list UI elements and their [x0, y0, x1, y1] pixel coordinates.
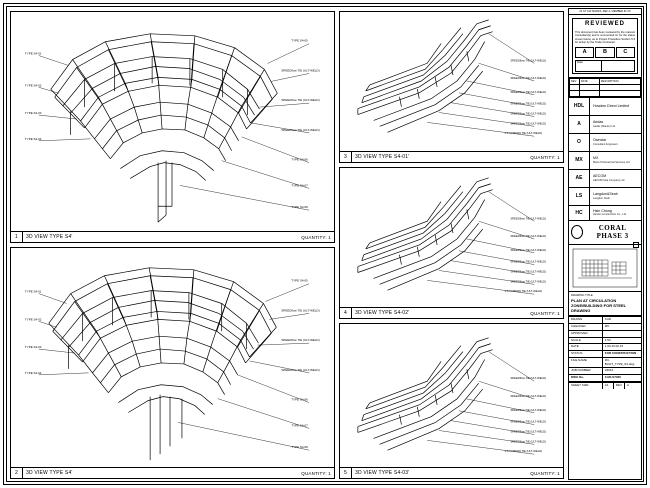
- svg-text:TYPE S4-07: TYPE S4-07: [291, 423, 308, 428]
- drawn-value: CAD: [604, 317, 612, 322]
- langdon-seah-logo-icon: LS: [569, 188, 590, 205]
- svg-text:SPEEDflow TIE (ULT-WELD): SPEEDflow TIE (ULT-WELD): [510, 430, 547, 434]
- svg-text:1 A TYPE900 TIE (ULT-WELD): 1 A TYPE900 TIE (ULT-WELD): [504, 450, 543, 454]
- svg-text:TYPE S4-01: TYPE S4-01: [24, 51, 42, 56]
- checked-label: CHECKED: [569, 324, 603, 330]
- consultant-name-aecom: AECOM: [593, 174, 607, 179]
- panel-4-title: [340, 307, 563, 318]
- drawing-title-label: DRAWING TITLE: [571, 293, 593, 298]
- panel-4-scale: QUANTITY: 1: [530, 310, 560, 316]
- revision-row-2-date: [579, 90, 599, 96]
- row-file: [569, 357, 641, 368]
- revision-row-2-desc: [599, 90, 640, 96]
- svg-text:TYPE S4-07: TYPE S4-07: [291, 183, 308, 188]
- revision-row-2-rev: [570, 90, 580, 96]
- drawing-title: PLAN AT CIRCULATION ZONE/BUILDING FOR STEEL DRAWING: [571, 297, 627, 314]
- svg-text:SPEEDflow TIE (ULT-WELD): SPEEDflow TIE (ULT-WELD): [281, 308, 320, 313]
- consultant-name-mx: MX: [593, 156, 599, 161]
- row-sheet-rev: [569, 382, 641, 389]
- hsin-chong-logo-icon: HC: [569, 206, 590, 220]
- review-stamp-box: [572, 18, 638, 74]
- viewport-panel-5[interactable]: [339, 323, 564, 479]
- svg-text:TYPE S4-08: TYPE S4-08: [291, 445, 308, 450]
- svg-text:SPEEDflow TIE (ULT-WELD): SPEEDflow TIE (ULT-WELD): [510, 420, 547, 424]
- consultant-row-aedas: [569, 116, 641, 134]
- consultant-row-mx: [569, 152, 641, 170]
- sheet-size-label: SHEET SIZE: [569, 383, 603, 389]
- consultant-sub-aecom: AECOM Asia Company Ltd.: [593, 178, 626, 182]
- row-drawn: [569, 316, 641, 323]
- project-name: CORAL PHASE 3: [596, 223, 629, 241]
- svg-text:SPEEDflow TIE (ULT-WELD): SPEEDflow TIE (ULT-WELD): [510, 102, 547, 106]
- consultant-sub-ownstar: Consultant Engineers: [593, 142, 618, 146]
- key-plan[interactable]: [569, 245, 641, 292]
- consultant-sub-ls: Langdon Seah: [593, 196, 610, 200]
- panel-2-title: [11, 467, 334, 478]
- panel-4-label: 3D VIEW TYPE S4-02': [355, 310, 410, 316]
- consultant-name-hdl: Howden Direct Limited: [593, 103, 630, 108]
- key-plan-graphic: [572, 248, 638, 288]
- review-stamp-body: This document has been reviewed by the relevant Consultant(s) and is commented on for the status shown below, as to Project Procedure Section 5.4 for action by the Trade Contractor.: [575, 30, 635, 45]
- panel-1-drawing: [11, 12, 334, 231]
- svg-text:SPEEDflow TIE (ULT-WELD): SPEEDflow TIE (ULT-WELD): [281, 127, 320, 132]
- svg-text:TYPE S4-03: TYPE S4-03: [24, 111, 42, 116]
- ownstar-logo-icon: O: [569, 134, 590, 151]
- row-dwg-no: [569, 374, 641, 382]
- consultant-name-ls: Langdon&Seah: [593, 192, 618, 197]
- consultant-row-ownstar: [569, 134, 641, 152]
- rev-value: A: [627, 382, 630, 387]
- svg-text:SPEEDflow TIE (ULT-WELD): SPEEDflow TIE (ULT-WELD): [510, 270, 547, 274]
- row-status: [569, 350, 641, 357]
- approvals-grid: [569, 316, 641, 388]
- mx-logo-icon: MX: [569, 152, 590, 169]
- svg-text:TYPE S4-08: TYPE S4-08: [291, 205, 308, 210]
- svg-text:SPEEDflow TIE (ULT-WELD): SPEEDflow TIE (ULT-WELD): [281, 338, 320, 343]
- svg-text:SPEEDflow TIE (ULT-WELD): SPEEDflow TIE (ULT-WELD): [281, 68, 320, 73]
- consultant-list: [569, 98, 641, 221]
- title-block: [568, 8, 642, 480]
- approved-value: [603, 331, 641, 337]
- svg-text:TYPE S4-04: TYPE S4-04: [24, 370, 42, 375]
- panel-1-scale: QUANTITY: 1: [301, 234, 331, 240]
- svg-text:SPEEDflow TIE (ULT-WELD): SPEEDflow TIE (ULT-WELD): [510, 77, 547, 81]
- file-value: 3D-BUILT_TYPE_S4.dwg: [604, 357, 635, 366]
- revision-table: [569, 78, 641, 98]
- sheet-note: 01 ST 012 MARKS, REF A, MEMBER ID XX: [569, 9, 641, 15]
- row-scale: [569, 337, 641, 344]
- review-status-boxes: [575, 47, 635, 58]
- consultant-name-hsinchong: Hsin Chong: [593, 208, 612, 213]
- revision-header-date: DATE: [579, 78, 599, 84]
- viewport-panel-4[interactable]: [339, 167, 564, 319]
- revision-header-rev: REV: [570, 78, 580, 84]
- review-status-a[interactable]: A: [575, 47, 594, 58]
- sheet-size-value: A1: [604, 382, 609, 387]
- scale-label: SCALE: [569, 338, 603, 344]
- checked-value: MK: [604, 324, 610, 329]
- consultant-row-hsinchong: [569, 206, 641, 221]
- svg-text:TYPE S4-02: TYPE S4-02: [24, 317, 42, 322]
- panel-5-scale: QUANTITY: 1: [530, 470, 560, 476]
- review-stamp: [569, 15, 641, 78]
- svg-text:SPEEDflow TIE (ULT-WELD): SPEEDflow TIE (ULT-WELD): [510, 235, 547, 239]
- svg-text:TYPE S4-04: TYPE S4-04: [24, 136, 42, 141]
- svg-text:TYPE S4-02: TYPE S4-02: [24, 83, 42, 88]
- viewport-panel-2[interactable]: [10, 247, 335, 479]
- consultant-row-hdl: [569, 98, 641, 116]
- drawn-label: DRAWN: [569, 317, 603, 323]
- panel-5-drawing: [340, 324, 563, 467]
- panel-1-label: 3D VIEW TYPE S4': [26, 234, 73, 240]
- row-job: [569, 367, 641, 374]
- svg-text:1 A TYPE900 TIE (ULT-WELD): 1 A TYPE900 TIE (ULT-WELD): [504, 132, 543, 136]
- panel-5-label: 3D VIEW TYPE S4-03': [355, 470, 410, 476]
- project-logo-icon: [571, 225, 583, 239]
- svg-text:SPEEDflow TIE (ULT-WELD): SPEEDflow TIE (ULT-WELD): [510, 59, 547, 63]
- scale-value: 1:50: [604, 337, 611, 342]
- panel-1-title: [11, 231, 334, 242]
- panel-4-number: 4: [340, 308, 352, 318]
- consultant-sub-aedas: Aedas (Macao) Ltd.: [593, 124, 616, 128]
- panel-5-number: 5: [340, 468, 352, 478]
- revision-grid: [569, 78, 641, 97]
- review-date-field[interactable]: Date: [575, 60, 602, 72]
- panel-2-label: 3D VIEW TYPE S4': [26, 470, 73, 476]
- svg-text:TYPE S4-05: TYPE S4-05: [291, 38, 308, 43]
- row-date: [569, 343, 641, 350]
- svg-text:SPEEDflow TIE (ULT-WELD): SPEEDflow TIE (ULT-WELD): [510, 90, 547, 94]
- consultant-row-ls: [569, 188, 641, 206]
- viewport-panel-3[interactable]: [339, 11, 564, 163]
- svg-text:SPEEDflow TIE (ULT-WELD): SPEEDflow TIE (ULT-WELD): [281, 98, 320, 103]
- panel-3-scale: QUANTITY: 1: [530, 154, 560, 160]
- panel-4-drawing: [340, 168, 563, 307]
- panel-3-number: 3: [340, 152, 352, 162]
- svg-text:SPEEDflow TIE (ULT-WELD): SPEEDflow TIE (ULT-WELD): [510, 394, 547, 398]
- approved-label: APPROVED: [569, 331, 603, 337]
- panel-1-number: 1: [11, 232, 23, 242]
- svg-text:SPEEDflow TIE (ULT-WELD): SPEEDflow TIE (ULT-WELD): [510, 440, 547, 444]
- svg-text:TYPE S4-03: TYPE S4-03: [24, 345, 42, 350]
- aecom-logo-icon: AE: [569, 170, 590, 187]
- dwg-no-label: DWG No.: [569, 375, 603, 381]
- svg-text:SPEEDflow TIE (ULT-WELD): SPEEDflow TIE (ULT-WELD): [510, 217, 547, 221]
- project-name-bar: [569, 221, 641, 246]
- review-status-b[interactable]: B: [595, 47, 614, 58]
- svg-text:SPEEDflow TIE (ULT-WELD): SPEEDflow TIE (ULT-WELD): [281, 367, 320, 372]
- panel-2-drawing: [11, 248, 334, 467]
- job-label: JOB NUMBER: [569, 368, 603, 374]
- svg-text:TYPE S4-06: TYPE S4-06: [291, 157, 308, 162]
- viewport-panel-1[interactable]: [10, 11, 335, 243]
- review-sign-field[interactable]: [602, 60, 635, 72]
- aedas-logo-icon: A: [569, 116, 590, 133]
- svg-text:SPEEDflow TIE (ULT-WELD): SPEEDflow TIE (ULT-WELD): [510, 248, 547, 252]
- consultant-row-aecom: [569, 170, 641, 188]
- svg-text:SPEEDflow TIE (ULT-WELD): SPEEDflow TIE (ULT-WELD): [510, 408, 547, 412]
- rev-label: REV: [613, 383, 625, 389]
- svg-text:SPEEDflow TIE (ULT-WELD): SPEEDflow TIE (ULT-WELD): [510, 112, 547, 116]
- row-approved: [569, 330, 641, 337]
- svg-text:SPEEDflow TIE (ULT-WELD): SPEEDflow TIE (ULT-WELD): [510, 260, 547, 264]
- revision-header-desc: DESCRIPTION: [599, 78, 640, 84]
- panel-2-scale: QUANTITY: 1: [301, 470, 331, 476]
- consultant-name-aedas: Aedas: [593, 120, 604, 125]
- consultant-name-ownstar: Ownstar: [593, 138, 607, 143]
- consultant-sub-hsinchong: Hsinko Construction Co., Ltd.: [593, 213, 627, 217]
- panel-2-number: 2: [11, 468, 23, 478]
- panel-3-drawing: [340, 12, 563, 151]
- date-label: DATE: [569, 344, 603, 350]
- status-value: FOR CONSTRUCTION: [604, 351, 637, 356]
- panel-5-title: [340, 467, 563, 478]
- svg-text:TYPE S4-05: TYPE S4-05: [291, 278, 308, 283]
- panel-3-title: [340, 151, 563, 162]
- svg-text:SPEEDflow TIE (ULT-WELD): SPEEDflow TIE (ULT-WELD): [510, 122, 547, 126]
- job-value: 03044: [604, 368, 614, 373]
- row-checked: [569, 323, 641, 330]
- drawing-title-section: [569, 292, 641, 316]
- file-label: FILE NAME: [569, 358, 603, 368]
- date-value: 1.09.16.02.15: [604, 344, 624, 349]
- svg-text:TYPE S4-06: TYPE S4-06: [291, 397, 308, 402]
- svg-text:SPEEDflow TIE (ULT-WELD): SPEEDflow TIE (ULT-WELD): [510, 377, 547, 381]
- status-label: STATUS: [569, 351, 603, 357]
- consultant-sub-mx: Maria Professional Services Ltd.: [593, 160, 631, 164]
- review-status-c[interactable]: C: [616, 47, 635, 58]
- svg-text:TYPE S4-01: TYPE S4-01: [24, 289, 42, 294]
- svg-text:SPEEDflow TIE (ULT-WELD): SPEEDflow TIE (ULT-WELD): [510, 280, 547, 284]
- panel-3-label: 3D VIEW TYPE S4-01': [355, 154, 410, 160]
- hdl-logo-icon: HDL: [569, 98, 590, 115]
- review-stamp-heading: REVIEWED: [584, 21, 625, 28]
- dwg-no-value: CAD-S7000: [604, 375, 621, 380]
- svg-text:1 A TYPE900 TIE (ULT-WELD): 1 A TYPE900 TIE (ULT-WELD): [504, 290, 543, 294]
